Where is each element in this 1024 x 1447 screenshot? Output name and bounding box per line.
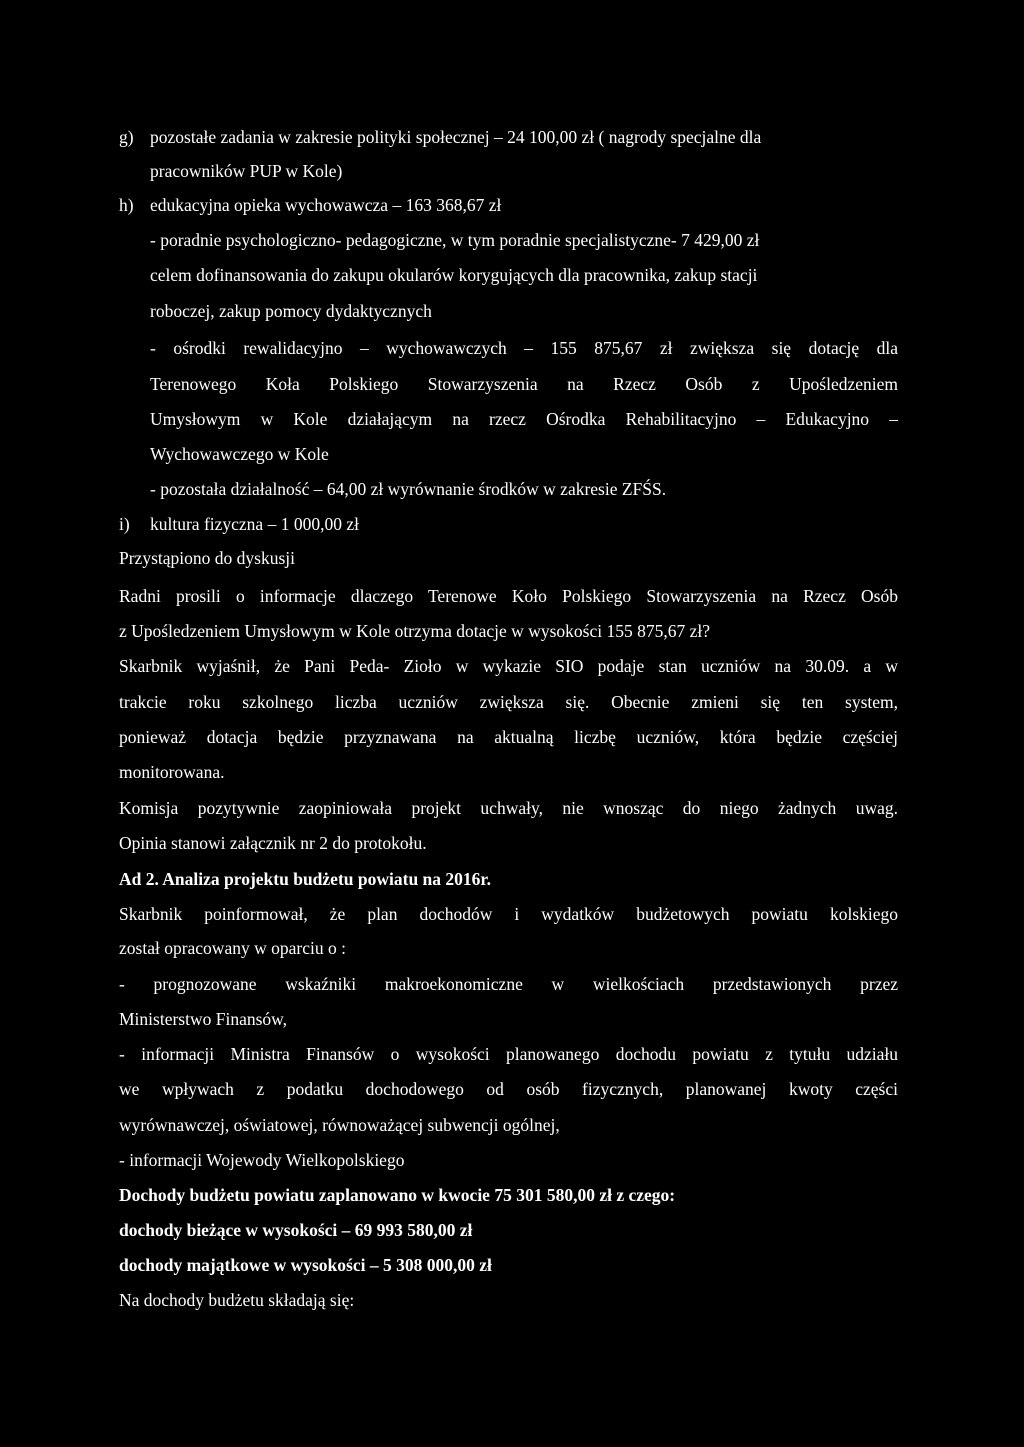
osrodki-line-4: Wychowawczego w Kole	[150, 444, 329, 464]
osrodki-line-3: Umysłowym w Kole działającym na rzecz Ośrodka Rehabilitacyjno – Edukacyjno –	[150, 409, 898, 429]
answer-line-2: trakcie roku szkolnego liczba uczniów zwiększa się. Obecnie zmieni się ten system,	[119, 692, 898, 712]
closing-line: Na dochody budżetu składają się:	[119, 1290, 355, 1310]
poradnie-line-3: roboczej, zakup pomocy dydaktycznych	[150, 301, 432, 321]
list-marker-g: g)	[119, 127, 134, 147]
answer-line-1: Skarbnik wyjaśnił, że Pani Peda- Zioło w wykazie SIO podaje stan uczniów na 30.09. a w	[119, 656, 898, 676]
poradnie-line-1: - poradnie psychologiczno- pedagogiczne, w tym poradnie specjalistyczne- 7 429,00 zł	[150, 230, 760, 250]
ad2-intro-line-1: Skarbnik poinformował, że plan dochodów i wydatków budżetowych powiatu kolskiego	[119, 904, 898, 924]
ad2-intro-line-2: został opracowany w oparciu o :	[119, 938, 346, 958]
poradnie-line-2: celem dofinansowania do zakupu okularów korygujących dla pracownika, zakup stacji	[150, 265, 758, 285]
bullet-1-line-2: Ministerstwo Finansów,	[119, 1009, 288, 1029]
totals-line-2: dochody bieżące w wysokości – 69 993 580,00 zł	[119, 1220, 473, 1240]
opinion-line-1: Komisja pozytywnie zaopiniowała projekt uchwały, nie wnosząc do niego żadnych uwag.	[119, 798, 898, 818]
item-g-line-1: pozostałe zadania w zakresie polityki społecznej – 24 100,00 zł ( nagrody specjalne dla	[150, 127, 762, 147]
bullet-1-line-1: - prognozowane wskaźniki makroekonomiczne w wielkościach przedstawionych przez	[119, 974, 898, 994]
totals-line-3: dochody majątkowe w wysokości – 5 308 000,00 zł	[119, 1255, 492, 1275]
bullet-2-line-1: - informacji Ministra Finansów o wysokości planowanego dochodu powiatu z tytułu udziału	[119, 1044, 898, 1064]
pozostala-dzialalnosc: - pozostała działalność – 64,00 zł wyrównanie środków w zakresie ZFŚS.	[150, 479, 667, 499]
opinion-line-2: Opinia stanowi załącznik nr 2 do protokołu.	[119, 833, 427, 853]
list-marker-i: i)	[119, 514, 130, 534]
question-line-2: z Upośledzeniem Umysłowym w Kole otrzyma dotacje w wysokości 155 875,67 zł?	[119, 621, 710, 641]
bullet-3: - informacji Wojewody Wielkopolskiego	[119, 1150, 405, 1170]
answer-line-4: monitorowana.	[119, 762, 225, 782]
osrodki-line-2: Terenowego Koła Polskiego Stowarzyszenia na Rzecz Osób z Upośledzeniem	[150, 374, 898, 394]
item-h-line-1: edukacyjna opieka wychowawcza – 163 368,67 zł	[150, 195, 502, 215]
answer-line-3: ponieważ dotacja będzie przyznawana na aktualną liczbę uczniów, która będzie częściej	[119, 727, 898, 747]
totals-line-1: Dochody budżetu powiatu zaplanowano w kwocie 75 301 580,00 zł z czego:	[119, 1185, 676, 1205]
item-g-line-2: pracowników PUP w Kole)	[150, 161, 343, 181]
section-heading-ad2: Ad 2. Analiza projektu budżetu powiatu na 2016r.	[119, 869, 491, 889]
list-marker-h: h)	[119, 195, 134, 215]
bullet-2-line-3: wyrównawczej, oświatowej, równoważącej subwencji ogólnej,	[119, 1115, 560, 1135]
item-i-line-1: kultura fizyczna – 1 000,00 zł	[150, 514, 359, 534]
question-line-1: Radni prosili o informacje dlaczego Terenowe Koło Polskiego Stowarzyszenia na Rzecz Osób	[119, 586, 898, 606]
discussion-start: Przystąpiono do dyskusji	[119, 548, 295, 568]
osrodki-line-1: - ośrodki rewalidacyjno – wychowawczych – 155 875,67 zł zwiększa się dotację dla	[150, 338, 898, 358]
bullet-2-line-2: we wpływach z podatku dochodowego od osób fizycznych, planowanej kwoty części	[119, 1079, 898, 1099]
